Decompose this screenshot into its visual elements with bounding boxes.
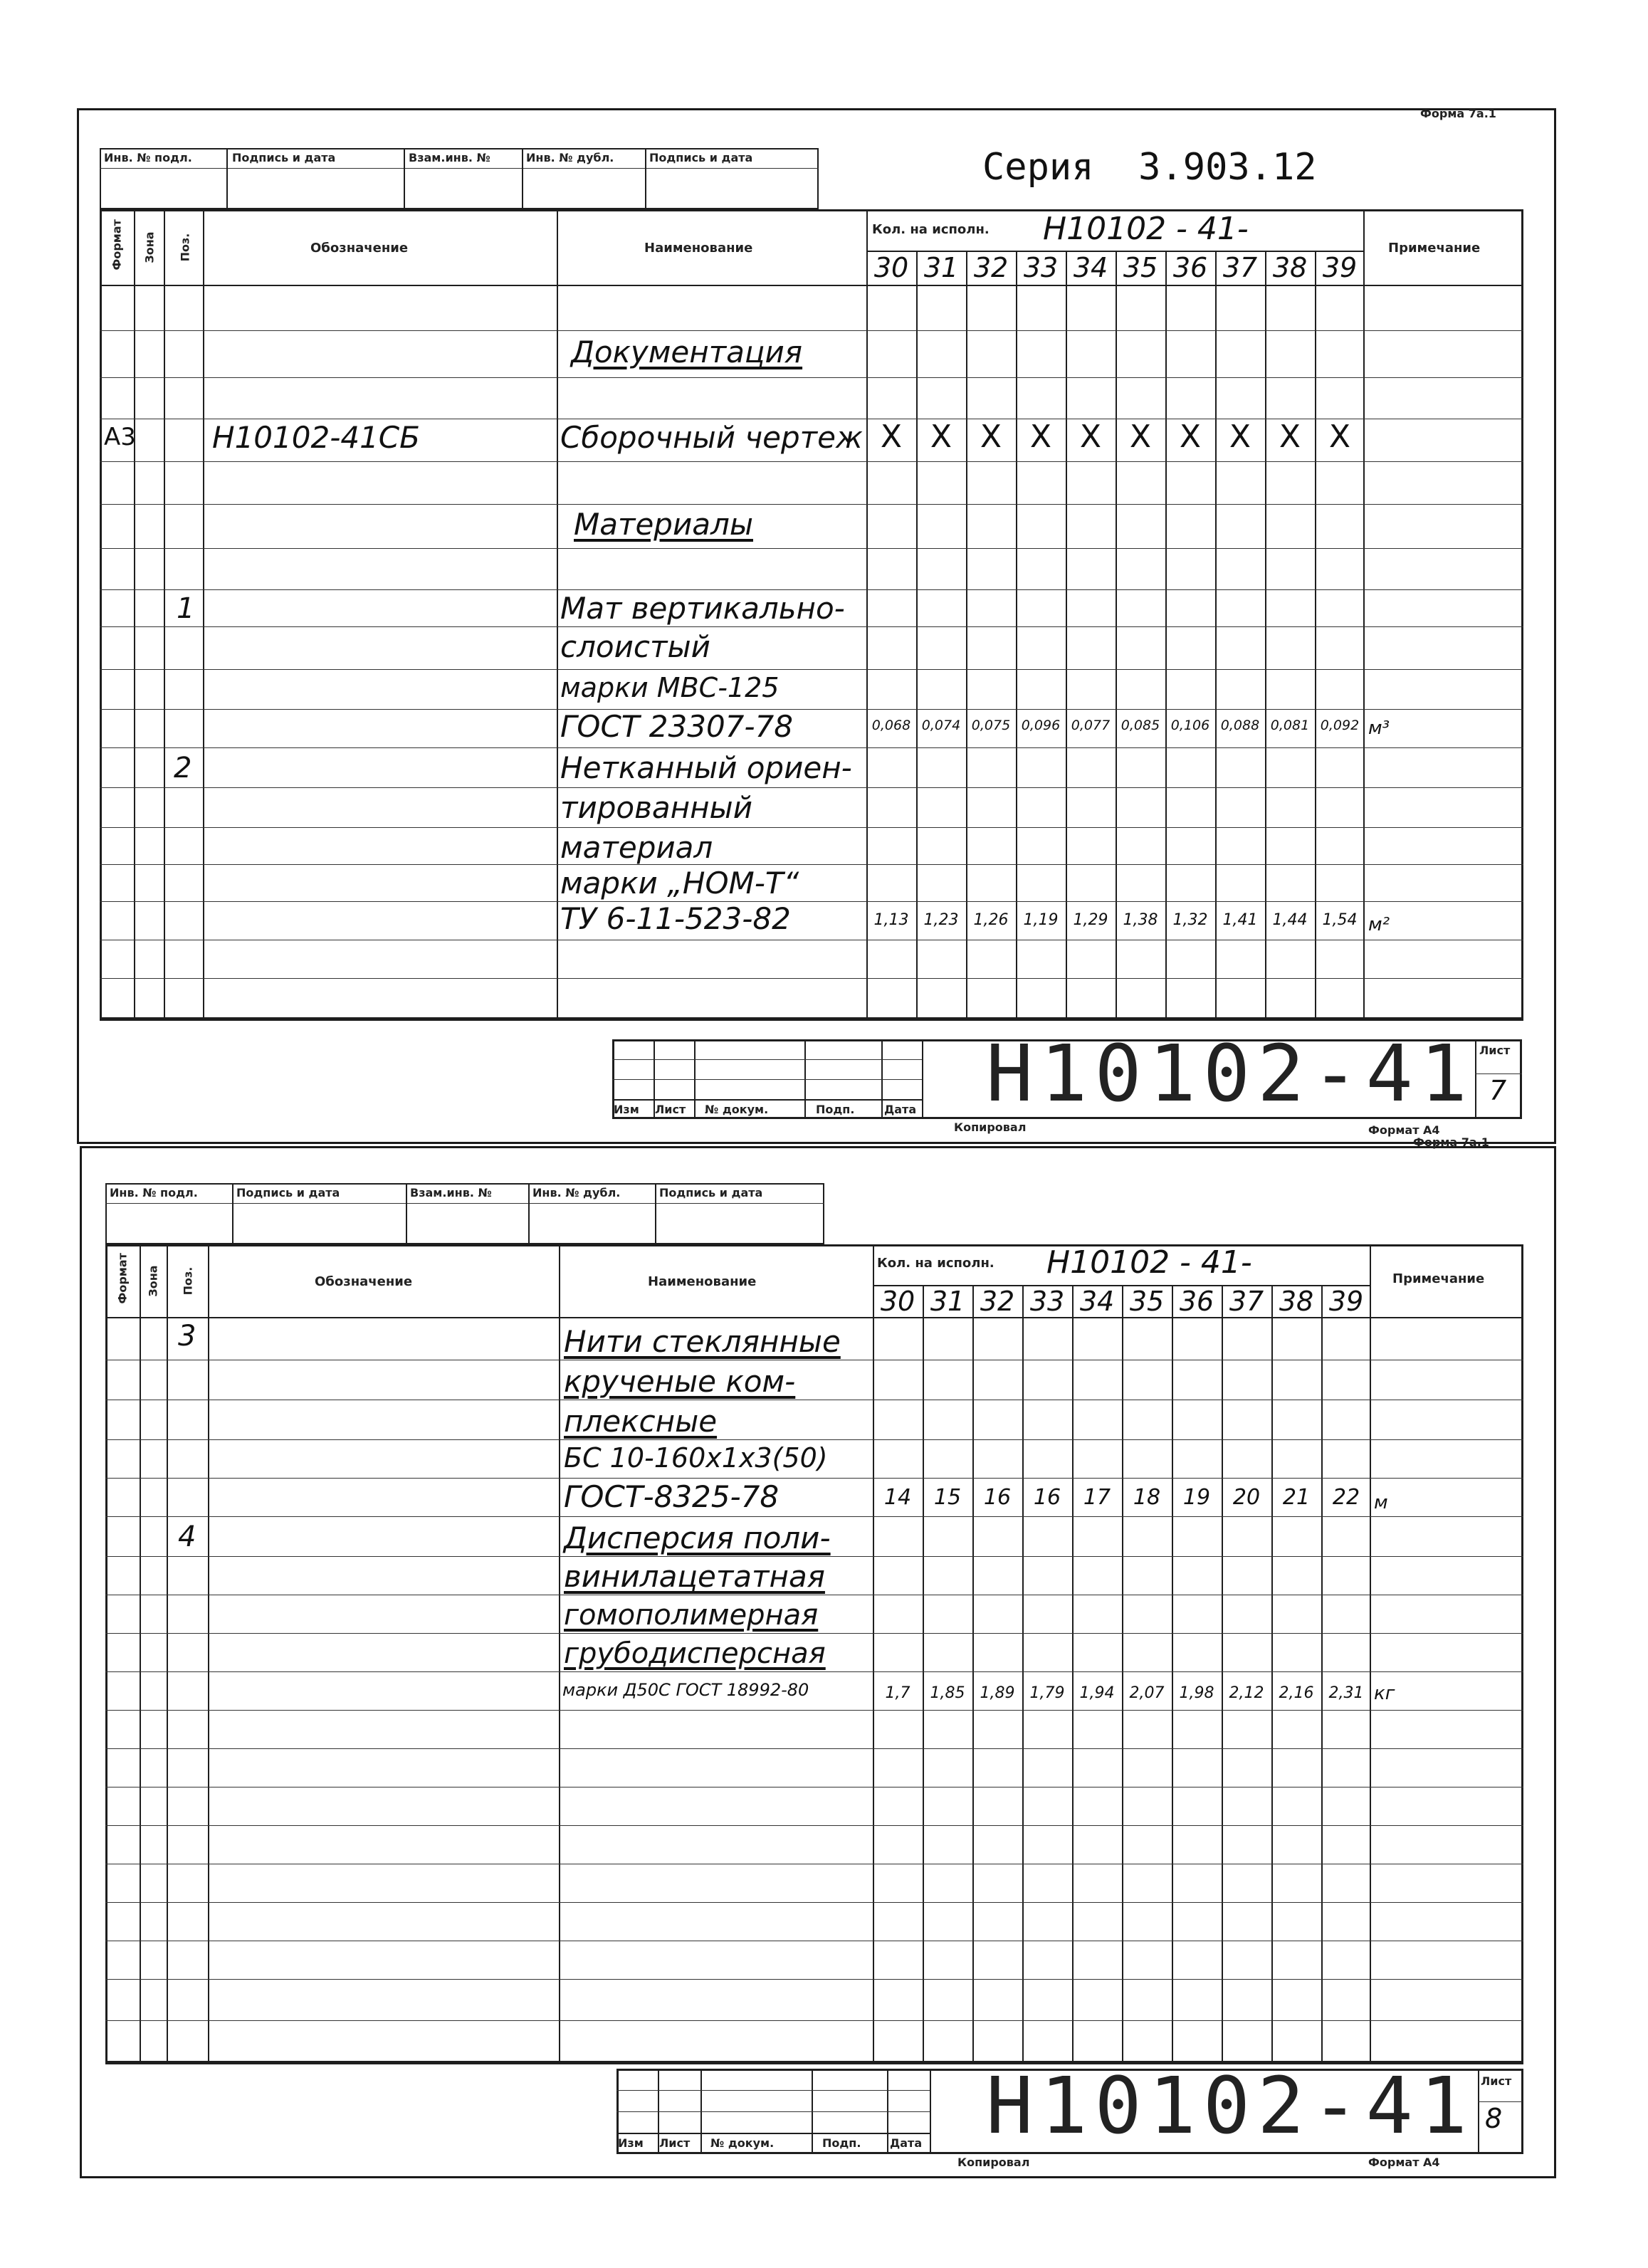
item4-line2: винилацетатная: [564, 1559, 825, 1594]
item2-line2: тированный: [560, 790, 752, 825]
variant2-33: 33: [1029, 1286, 1065, 1317]
stamp-header-dup: Инв. № дубл.: [526, 151, 614, 164]
item4-qty-30: 1,7: [885, 1684, 910, 1702]
tb2-list: Лист: [659, 2136, 691, 2150]
tb1-list: Лист: [655, 1103, 686, 1116]
item1-qty-38: 0,081: [1270, 718, 1310, 733]
item3-qty-33: 16: [1033, 1485, 1061, 1510]
drawing-mark-35: X: [1129, 419, 1152, 455]
col-header-format: Формат: [110, 219, 124, 271]
variant-36: 36: [1172, 252, 1208, 283]
item2-qty-36: 1,32: [1172, 911, 1208, 929]
col-header-zone: Зона: [142, 231, 157, 263]
item4-pos: 4: [178, 1521, 196, 1553]
section-materials: Материалы: [574, 507, 753, 542]
variant-38: 38: [1272, 252, 1308, 283]
variant-37: 37: [1222, 252, 1258, 283]
item3-qty-31: 15: [933, 1485, 962, 1510]
variant-30: 30: [873, 252, 909, 283]
stamp-header-replace: Взам.инв. №: [409, 151, 490, 164]
tb1-date: Дата: [884, 1103, 917, 1116]
item3-line2: крученые ком-: [564, 1364, 796, 1399]
item1-pos: 1: [177, 592, 195, 625]
variant2-36: 36: [1179, 1286, 1214, 1317]
stamp-header-inv: Инв. № подл.: [104, 151, 192, 164]
item1-qty-33: 0,096: [1021, 718, 1061, 733]
col2-header-pos: Поз.: [181, 1266, 195, 1296]
item4-qty-31: 1,85: [930, 1684, 965, 1702]
drawing-format: А3: [104, 423, 136, 451]
item3-qty-37: 20: [1232, 1485, 1261, 1510]
item2-qty-30: 1,13: [873, 911, 909, 929]
item2-unit: м²: [1368, 914, 1390, 935]
col-header-pos: Поз.: [178, 233, 192, 262]
item1-qty-34: 0,077: [1071, 718, 1111, 733]
item1-line4: ГОСТ 23307-78: [560, 709, 793, 744]
section-documentation: Документация: [571, 335, 803, 369]
item2-line1: Нетканный ориен-: [560, 750, 852, 785]
variant2-37: 37: [1229, 1286, 1264, 1317]
stamp2-header-sign: Подпись и дата: [236, 1186, 340, 1199]
item3-qty-32: 16: [983, 1485, 1012, 1510]
item4-line1: Дисперсия поли-: [564, 1521, 831, 1555]
item3-qty-30: 14: [883, 1485, 912, 1510]
item2-qty-35: 1,38: [1123, 911, 1158, 929]
drawing-mark-36: X: [1179, 419, 1202, 455]
item4-qty-38: 2,16: [1279, 1684, 1314, 1702]
item2-qty-37: 1,41: [1222, 911, 1258, 929]
variant2-38: 38: [1279, 1286, 1314, 1317]
col-header-note: Примечание: [1388, 241, 1481, 256]
item2-line3: материал: [560, 830, 713, 865]
item4-line4: грубодисперсная: [564, 1637, 826, 1670]
item3-line1: Нити стеклянные: [564, 1324, 841, 1359]
item2-pos: 2: [174, 752, 192, 784]
variant-35: 35: [1123, 252, 1158, 283]
variant2-39: 39: [1328, 1286, 1364, 1317]
stamp2-header-replace: Взам.инв. №: [410, 1186, 492, 1199]
item4-qty-33: 1,79: [1029, 1684, 1065, 1702]
item1-qty-31: 0,074: [921, 718, 961, 733]
tb1-copied: Копировал: [954, 1120, 1027, 1134]
drawing-designation: Н10102-41СБ: [212, 420, 420, 455]
variant2-32: 32: [980, 1286, 1015, 1317]
variant-34: 34: [1073, 252, 1108, 283]
stamp-header-sign: Подпись и дата: [232, 151, 336, 164]
item1-line1: Мат вертикально-: [560, 591, 845, 626]
tb1-format: Формат А4: [1368, 1123, 1440, 1137]
col2-header-qty-label: Кол. на исполн.: [877, 1256, 994, 1271]
tb2-doc: № докум.: [710, 2136, 775, 2150]
item1-qty-39: 0,092: [1320, 718, 1360, 733]
item1-qty-30: 0,068: [871, 718, 911, 733]
qty-code: Н10102 - 41-: [1043, 211, 1249, 247]
tb2-izm: Изм: [618, 2136, 644, 2150]
item1-qty-32: 0,075: [971, 718, 1011, 733]
item3-line4: БС 10-160х1х3(50): [564, 1442, 828, 1474]
item4-line5: марки Д50С ГОСТ 18992-80: [562, 1680, 809, 1700]
item4-qty-35: 2,07: [1129, 1684, 1165, 1702]
drawing-mark-31: X: [930, 419, 952, 455]
item1-qty-37: 0,088: [1220, 718, 1260, 733]
variant2-35: 35: [1129, 1286, 1165, 1317]
item1-qty-36: 0,106: [1170, 718, 1210, 733]
item2-line4: марки „НОМ-Т“: [560, 866, 799, 901]
series-label: Серия 3.903.12: [982, 146, 1317, 189]
drawing-mark-39: X: [1328, 419, 1351, 455]
drawing-mark-32: X: [980, 419, 1002, 455]
col2-header-name: Наименование: [648, 1274, 757, 1289]
item3-line5: ГОСТ-8325-78: [564, 1479, 780, 1514]
item4-line3: гомополимерная: [564, 1599, 819, 1632]
item3-pos: 3: [178, 1320, 196, 1353]
item4-qty-34: 1,94: [1079, 1684, 1115, 1702]
tb1-izm: Изм: [614, 1103, 639, 1116]
variant2-31: 31: [930, 1286, 965, 1317]
col2-header-format: Формат: [115, 1253, 130, 1304]
item4-qty-37: 2,12: [1229, 1684, 1264, 1702]
item4-qty-36: 1,98: [1179, 1684, 1214, 1702]
item3-unit: м: [1374, 1492, 1388, 1513]
variant-33: 33: [1023, 252, 1059, 283]
drawing-mark-38: X: [1279, 419, 1301, 455]
tb1-sign: Подп.: [816, 1103, 855, 1116]
drawing-mark-34: X: [1079, 419, 1102, 455]
item3-qty-35: 18: [1133, 1485, 1161, 1510]
item3-line3: плексные: [564, 1404, 718, 1439]
tb2-copied: Копировал: [957, 2156, 1030, 2169]
tb2-sheet-no: 8: [1485, 2103, 1503, 2134]
qty2-code: Н10102 - 41-: [1046, 1244, 1252, 1281]
variant-39: 39: [1322, 252, 1358, 283]
tb1-sheet-label: Лист: [1479, 1044, 1511, 1057]
tb2-code: Н10102-41: [986, 2060, 1475, 2151]
tb2-date: Дата: [890, 2136, 923, 2150]
item2-qty-39: 1,54: [1322, 911, 1358, 929]
item2-qty-32: 1,26: [973, 911, 1009, 929]
item1-qty-35: 0,085: [1120, 718, 1160, 733]
stamp-header-sign2: Подпись и дата: [649, 151, 753, 164]
item2-qty-34: 1,29: [1073, 911, 1108, 929]
tb1-sheet-no: 7: [1489, 1075, 1507, 1106]
tb2-format: Формат А4: [1368, 2156, 1440, 2169]
item4-qty-39: 2,31: [1328, 1684, 1364, 1702]
item1-unit: м³: [1368, 718, 1390, 739]
drawing-mark-37: X: [1229, 419, 1251, 455]
item1-line2: слоистый: [560, 629, 710, 664]
stamp2-header-dup: Инв. № дубл.: [532, 1186, 621, 1199]
tb2-sign: Подп.: [822, 2136, 861, 2150]
item3-qty-39: 22: [1332, 1485, 1360, 1510]
stamp2-header-sign2: Подпись и дата: [659, 1186, 763, 1199]
tb2-sheet-label: Лист: [1481, 2074, 1512, 2088]
item4-unit: кг: [1374, 1683, 1395, 1704]
item1-line3: марки МВС-125: [560, 672, 780, 703]
col-header-designation: Обозначение: [310, 241, 409, 256]
variant-31: 31: [923, 252, 959, 283]
item2-qty-33: 1,19: [1023, 911, 1059, 929]
tb1-doc: № докум.: [705, 1103, 769, 1116]
col2-header-designation: Обозначение: [315, 1274, 413, 1289]
forma-label-2: Форма 7а.1: [1413, 1135, 1489, 1149]
col2-header-zone: Зона: [146, 1265, 160, 1297]
drawing-mark-33: X: [1029, 419, 1052, 455]
col-header-qty-label: Кол. на исполн.: [872, 222, 990, 237]
item2-line5: ТУ 6-11-523-82: [560, 901, 791, 936]
item2-qty-38: 1,44: [1272, 911, 1308, 929]
tb1-code: Н10102-41: [986, 1028, 1475, 1119]
stamp2-header-inv: Инв. № подл.: [110, 1186, 198, 1199]
drawing-mark-30: X: [880, 419, 903, 455]
col-header-name: Наименование: [644, 241, 753, 256]
item3-qty-36: 19: [1182, 1485, 1211, 1510]
variant2-30: 30: [880, 1286, 915, 1317]
item2-qty-31: 1,23: [923, 911, 959, 929]
forma-label-1: Форма 7а.1: [1420, 107, 1496, 120]
variant-32: 32: [973, 252, 1009, 283]
item3-qty-38: 21: [1282, 1485, 1311, 1510]
item3-qty-34: 17: [1083, 1485, 1111, 1510]
variant2-34: 34: [1079, 1286, 1115, 1317]
item4-qty-32: 1,89: [980, 1684, 1015, 1702]
drawing-name: Сборочный чертеж: [560, 420, 863, 455]
col2-header-note: Примечание: [1392, 1271, 1485, 1286]
